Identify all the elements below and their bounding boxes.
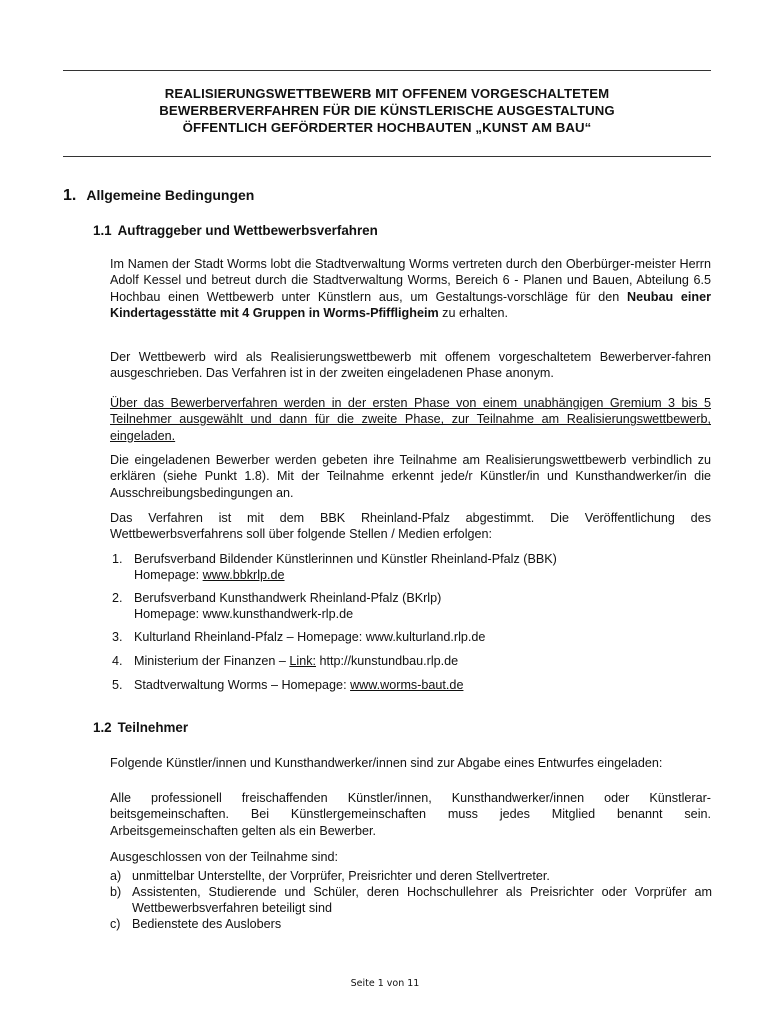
page-number: Seite 1 von 11 [350, 978, 420, 989]
section-number: 1. [63, 187, 77, 204]
exclusion-item [110, 916, 712, 932]
exclusion-item [110, 884, 712, 916]
list-text: Homepage: www.kunsthandwerk-rlp.de [134, 607, 354, 622]
paragraph-bewerberverfahren: Über das Bewerberverfahren werden in der ersten Phase von einem unabhängigen Gremium 3 bis 5 Teilnehmer ausgewählt und dann für die zweite Phase, zur Teilnahme am Realisierungswettbewerb, eingeladen. [110, 396, 711, 443]
list-letter: c) [110, 917, 121, 931]
paragraph-teilnahme: Die eingeladenen Bewerber werden gebeten ihre Teilnahme am Realisierungswettbewerb verbindlich zu erklären (siehe Punkt 1.8). Mit der Teilnahme erkennt jede/r Künstler/in und Kunsthandwerker/in die Ausschreibungsbedingungen an. [110, 453, 711, 500]
paragraph-professionell: Alle professionell freischaffenden Künstler/innen, Kunsthandwerker/innen oder Künstlerar-beitsgemeinschaften. Bei Künstlergemeinschaften muss jedes Mitglied benannt sein. Arbeitsgemeinschaften gelten als ein Bewerber. [110, 791, 711, 838]
list-item [112, 677, 712, 693]
list-letter: a) [110, 869, 122, 883]
list-text: Kulturland Rheinland-Pfalz – Homepage: www.kulturland.rlp.de [134, 630, 486, 644]
list-text: unmittelbar Unterstellte, der Vorprüfer, Preisrichter und deren Stellvertreter. [132, 869, 550, 883]
list-number: 2. [112, 591, 123, 605]
list-item [112, 590, 712, 623]
top-rule [63, 70, 711, 71]
list-item [112, 653, 712, 669]
list-text: Berufsverband Kunsthandwerk Rheinland-Pfalz (BKrlp) [134, 591, 442, 605]
title-line: REALISIERUNGSWETTBEWERB MIT OFFENEM VORGESCHALTETEM [164, 86, 610, 101]
worms-baut-link[interactable]: www.worms-baut.de [350, 678, 464, 692]
paragraph-auftraggeber [110, 256, 711, 322]
list-text: http://kunstundbau.rlp.de [316, 654, 459, 668]
list-item [112, 629, 712, 645]
document-title [63, 85, 711, 136]
list-item [112, 551, 712, 584]
list-text: Berufsverband Bildender Künstlerinnen und Künstler Rheinland-Pfalz (BBK) [134, 552, 557, 566]
list-text: Stadtverwaltung Worms – Homepage: [134, 678, 351, 692]
subsection-number: 1.2 [93, 720, 112, 735]
list-text: Assistenten, Studierende und Schüler, deren Hochschullehrer als Preisrichter oder Vorprüfer am Wettbewerbsverfahren beteiligt sind [132, 885, 712, 915]
paragraph-text: zu erhalten. [438, 306, 508, 321]
section-title: Allgemeine Bedingungen [86, 187, 255, 203]
project-name: Neubau einer Kindertagesstätte mit 4 Gruppen in Worms-Pfiffligheim [110, 289, 712, 321]
list-number: 4. [112, 654, 123, 668]
subsection-heading-1-1 [93, 223, 378, 238]
list-number: 5. [112, 678, 123, 692]
section-heading-1 [63, 187, 254, 205]
list-text: Homepage: [134, 568, 203, 583]
subsection-number: 1.1 [93, 223, 112, 238]
ministerium-link[interactable]: Link: [289, 654, 316, 668]
paragraph-wettbewerb: Der Wettbewerb wird als Realisierungswettbewerb mit offenem vorgeschaltetem Bewerberver-fahren ausgeschrieben. Das Verfahren ist in der zweiten eingeladenen Phase anonym. [110, 350, 711, 381]
title-line: BEWERBERVERFAHREN FÜR DIE KÜNSTLERISCHE AUSGESTALTUNG [159, 103, 615, 118]
list-number: 3. [112, 630, 123, 644]
paragraph-text: Im Namen der Stadt Worms lobt die Stadtverwaltung Worms vertreten durch den Oberbürger-meister Herrn Adolf Kessel und betreut durch die Stadtverwaltung Worms, Bereich 6 - Planen und Bauen, Abteilung 6.5 Hochbau einen Wettbewerb unter Künstlern aus, um Gestaltungs-vorschläge für den [110, 257, 711, 304]
list-text: Bedienstete des Auslobers [132, 917, 282, 931]
subsection-title: Auftraggeber und Wettbewerbsverfahren [117, 223, 378, 238]
bbk-link[interactable]: www.bbkrlp.de [202, 568, 285, 583]
subsection-heading-1-2 [93, 720, 188, 735]
title-line: ÖFFENTLICH GEFÖRDERTER HOCHBAUTEN „KUNST AM BAU“ [182, 120, 592, 135]
list-letter: b) [110, 885, 122, 899]
paragraph-veroeffentlichung: Das Verfahren ist mit dem BBK Rheinland-Pfalz abgestimmt. Die Veröffentlichung des Wettbewerbsverfahrens soll über folgende Stellen / Medien erfolgen: [110, 511, 711, 542]
exclusion-list [110, 868, 712, 932]
title-bottom-rule [63, 156, 711, 157]
list-text: Ministerium der Finanzen – [134, 654, 290, 668]
exclusion-item [110, 868, 712, 884]
paragraph-ausgeschlossen: Ausgeschlossen von der Teilnahme sind: [110, 850, 338, 864]
list-number: 1. [112, 552, 123, 566]
paragraph-folgende: Folgende Künstler/innen und Kunsthandwerker/innen sind zur Abgabe eines Entwurfes eingeladen: [110, 756, 663, 770]
subsection-title: Teilnehmer [117, 720, 189, 735]
